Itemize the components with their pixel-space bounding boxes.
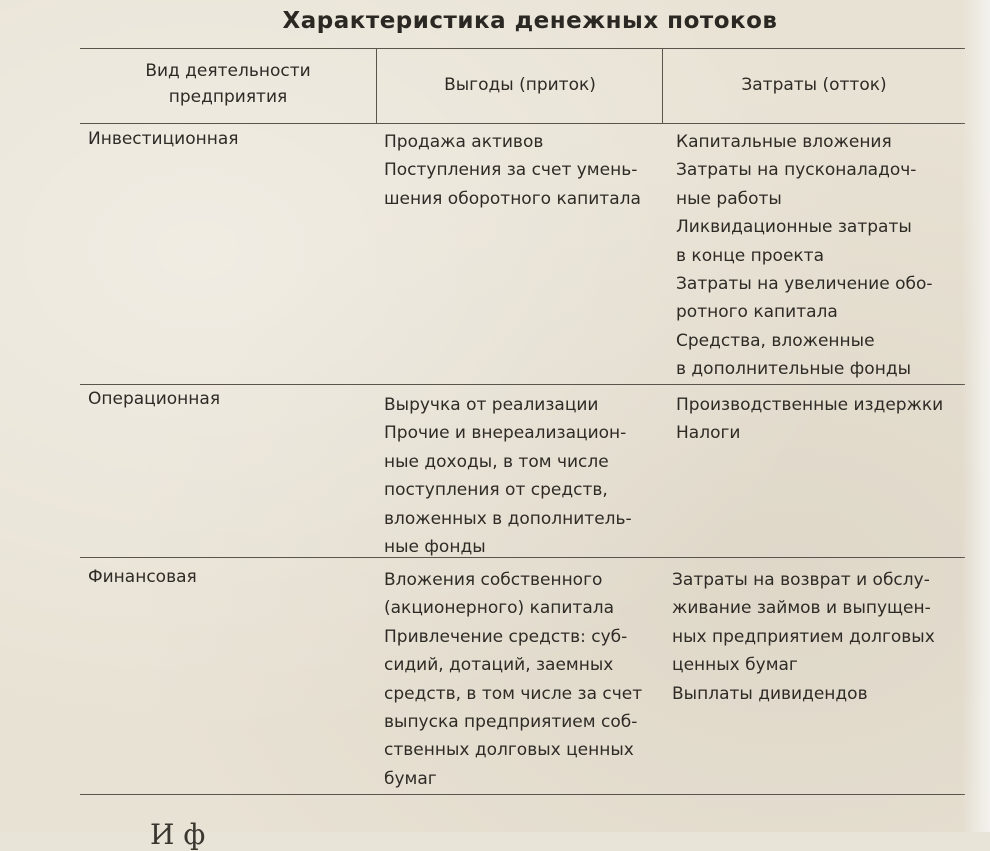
row-2-benefit-line: Выручка от реализации bbox=[384, 395, 599, 415]
row-3-benefit-line: сидий, дотаций, заемных bbox=[384, 655, 614, 676]
table-top-rule bbox=[80, 48, 965, 49]
row-3-benefit-line: средств, в том числе за счет bbox=[384, 683, 643, 704]
row-2-benefit-line: вложенных в дополнитель- bbox=[384, 508, 632, 529]
table-bottom-rule bbox=[80, 794, 965, 795]
row-1-costs bbox=[676, 128, 933, 384]
header-benefits: Выгоды (приток) bbox=[444, 75, 596, 95]
header-separator-2 bbox=[662, 49, 663, 123]
next-paragraph-fragment: И ф bbox=[150, 818, 206, 851]
row-1-cost-line: Ликвидационные затраты bbox=[676, 217, 912, 238]
row-1-cost-line: Затраты на пусконаладоч- bbox=[676, 160, 917, 181]
row-3-benefit-line: ственных долговых ценных bbox=[384, 740, 634, 761]
row-1-cost-line: в конце проекта bbox=[676, 245, 824, 266]
page-edge-shadow bbox=[962, 0, 990, 832]
row-1-benefit-line: Продажа активов bbox=[384, 132, 544, 152]
row-3-benefits bbox=[384, 566, 642, 793]
row-3-cost-line: Выплаты дивидендов bbox=[672, 683, 868, 704]
header-separator-1 bbox=[376, 49, 377, 123]
row-1-activity: Инвестиционная bbox=[88, 129, 239, 149]
row-2-cost-line: Налоги bbox=[676, 423, 741, 444]
table-title: Характеристика денежных потоков bbox=[282, 8, 778, 34]
row-1-cost-line: Затраты на увеличение обо- bbox=[676, 274, 933, 295]
header-activity-line-1: Вид деятельности bbox=[145, 61, 311, 81]
row-2-activity: Операционная bbox=[88, 389, 221, 409]
row-3-cost-line: ных предприятием долговых bbox=[672, 626, 935, 647]
row-1-cost-line: Капитальные вложения bbox=[676, 132, 892, 152]
row-2-costs bbox=[676, 391, 943, 448]
header-bottom-rule bbox=[80, 123, 965, 124]
row-3-benefit-line: Вложения собственного bbox=[384, 570, 603, 590]
row-2-benefit-line: ные доходы, в том числе bbox=[384, 451, 609, 472]
row-3-benefit-line: выпуска предприятием соб- bbox=[384, 712, 638, 733]
row-2-benefit-line: поступления от средств, bbox=[384, 480, 608, 501]
row-1-cost-line: в дополнительные фонды bbox=[676, 359, 911, 380]
row-1-cost-line: ные работы bbox=[676, 188, 782, 209]
row-3-benefit-line: (акционерного) капитала bbox=[384, 598, 615, 619]
row-2-benefit-line: Прочие и внереализацион- bbox=[384, 423, 627, 444]
row-3-benefit-line: Привлечение средств: суб- bbox=[384, 626, 628, 647]
row-1-cost-line: ротного капитала bbox=[676, 302, 838, 323]
row-3-cost-line: ценных бумаг bbox=[672, 655, 798, 676]
header-costs: Затраты (отток) bbox=[741, 75, 887, 95]
row-3-cost-line: Затраты на возврат и обслу- bbox=[672, 570, 930, 590]
row-3-costs bbox=[672, 566, 935, 708]
header-activity-line-2: предприятия bbox=[168, 87, 288, 107]
row-2-cost-line: Производственные издержки bbox=[676, 395, 944, 415]
row-2-benefit-line: ные фонды bbox=[384, 537, 486, 558]
header-activity bbox=[80, 58, 376, 110]
row-2-benefits bbox=[384, 391, 632, 561]
row-3-activity: Финансовая bbox=[88, 567, 197, 587]
row-1-cost-line: Средства, вложенные bbox=[676, 330, 875, 351]
row-1-benefit-line: Поступления за счет умень- bbox=[384, 160, 638, 181]
row-1-benefits bbox=[384, 128, 641, 213]
row-3-benefit-line: бумаг bbox=[384, 768, 437, 789]
row-1-benefit-line: шения оборотного капитала bbox=[384, 188, 641, 209]
row-3-cost-line: живание займов и выпущен- bbox=[672, 598, 931, 619]
